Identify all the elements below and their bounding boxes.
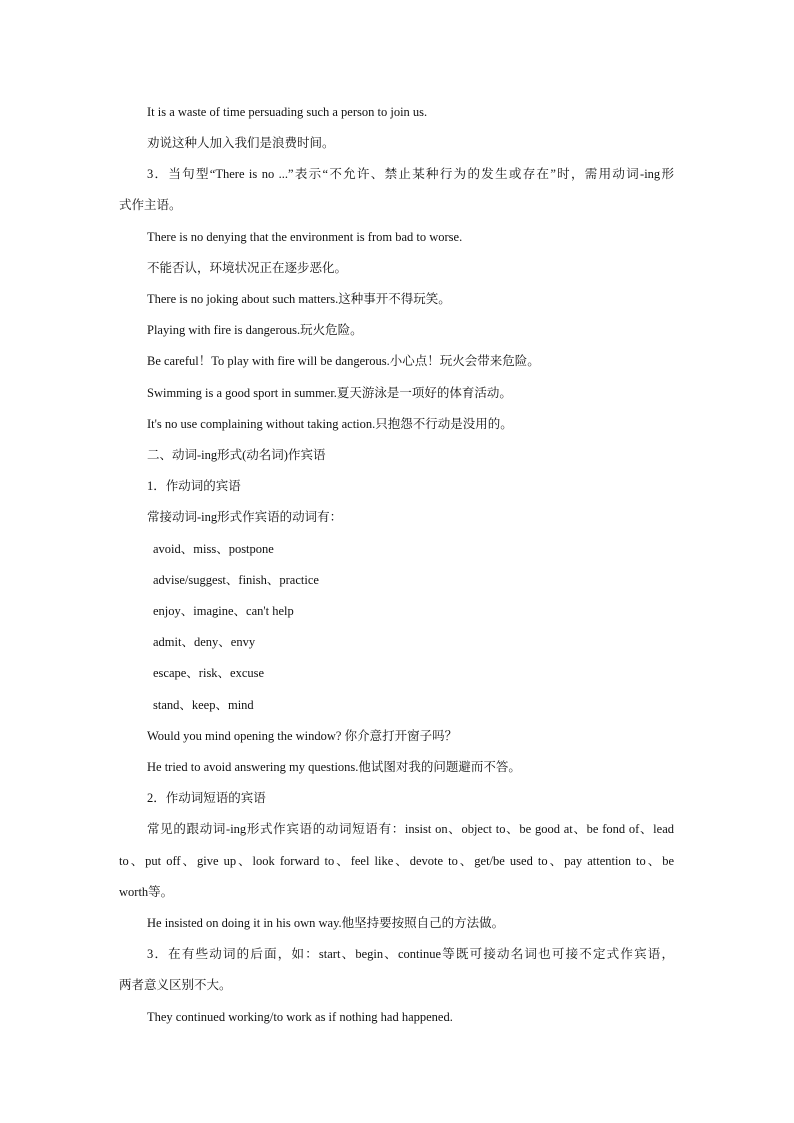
example-sentence: There is no denying that the environment is from bad to worse. xyxy=(147,230,463,244)
verb-list-item: escape、risk、excuse xyxy=(153,666,265,680)
verb-list-item: enjoy、imagine、can't help xyxy=(153,604,294,618)
example-translation: 不能否认，环境状况正在逐步恶化。 xyxy=(147,261,348,275)
example-sentence: It is a waste of time persuading such a person to join us. xyxy=(147,105,428,119)
example-sentence: Swimming is a good sport in summer.夏天游泳是一项好的体育活动。 xyxy=(147,386,512,400)
example-sentence: It's no use complaining without taking action.只抱怨不行动是没用的。 xyxy=(147,417,513,431)
rule-paragraph-continued: worth等。 xyxy=(119,885,174,899)
example-sentence: Playing with fire is dangerous.玩火危险。 xyxy=(147,323,363,337)
section-heading: 二、动词-ing形式(动名词)作宾语 xyxy=(147,448,326,462)
verb-list-item: admit、deny、envy xyxy=(153,635,256,649)
example-sentence: Would you mind opening the window? 你介意打开窗子吗？ xyxy=(147,729,458,743)
rule-paragraph-continued: 式作主语。 xyxy=(119,198,182,212)
example-sentence: They continued working/to work as if nothing had happened. xyxy=(147,1010,453,1024)
example-sentence: He tried to avoid answering my questions.他试图对我的问题避而不答。 xyxy=(147,760,521,774)
verb-list-item: advise/suggest、finish、practice xyxy=(153,573,319,587)
rule-paragraph-continued: to、put off、give up、look forward to、feel like、devote to、get/be used to、pay attention to、be xyxy=(119,854,674,868)
example-translation: 劝说这种人加入我们是浪费时间。 xyxy=(147,136,335,150)
example-sentence: There is no joking about such matters.这种事开不得玩笑。 xyxy=(147,292,451,306)
subsection-heading: 2．作动词短语的宾语 xyxy=(147,791,266,805)
example-sentence: Be careful！To play with fire will be dangerous.小心点！玩火会带来危险。 xyxy=(147,354,540,368)
subsection-heading: 1．作动词的宾语 xyxy=(147,479,241,493)
rule-paragraph: 3．当句型“There is no ...”表示“不允许、禁止某种行为的发生或存在”时，需用动词-ing形 xyxy=(147,167,674,181)
verb-list-item: avoid、miss、postpone xyxy=(153,542,274,556)
rule-paragraph-continued: 两者意义区别不大。 xyxy=(119,978,232,992)
rule-paragraph: 3．在有些动词的后面，如：start、begin、continue等既可接动名词也可接不定式作宾语， xyxy=(147,947,674,961)
example-sentence: He insisted on doing it in his own way.他坚持要按照自己的方法做。 xyxy=(147,916,505,930)
list-intro: 常接动词-ing形式作宾语的动词有： xyxy=(147,510,343,524)
rule-paragraph: 常见的跟动词-ing形式作宾语的动词短语有：insist on、object to、be good at、be fond of、lead xyxy=(147,822,674,836)
verb-list-item: stand、keep、mind xyxy=(153,698,254,712)
